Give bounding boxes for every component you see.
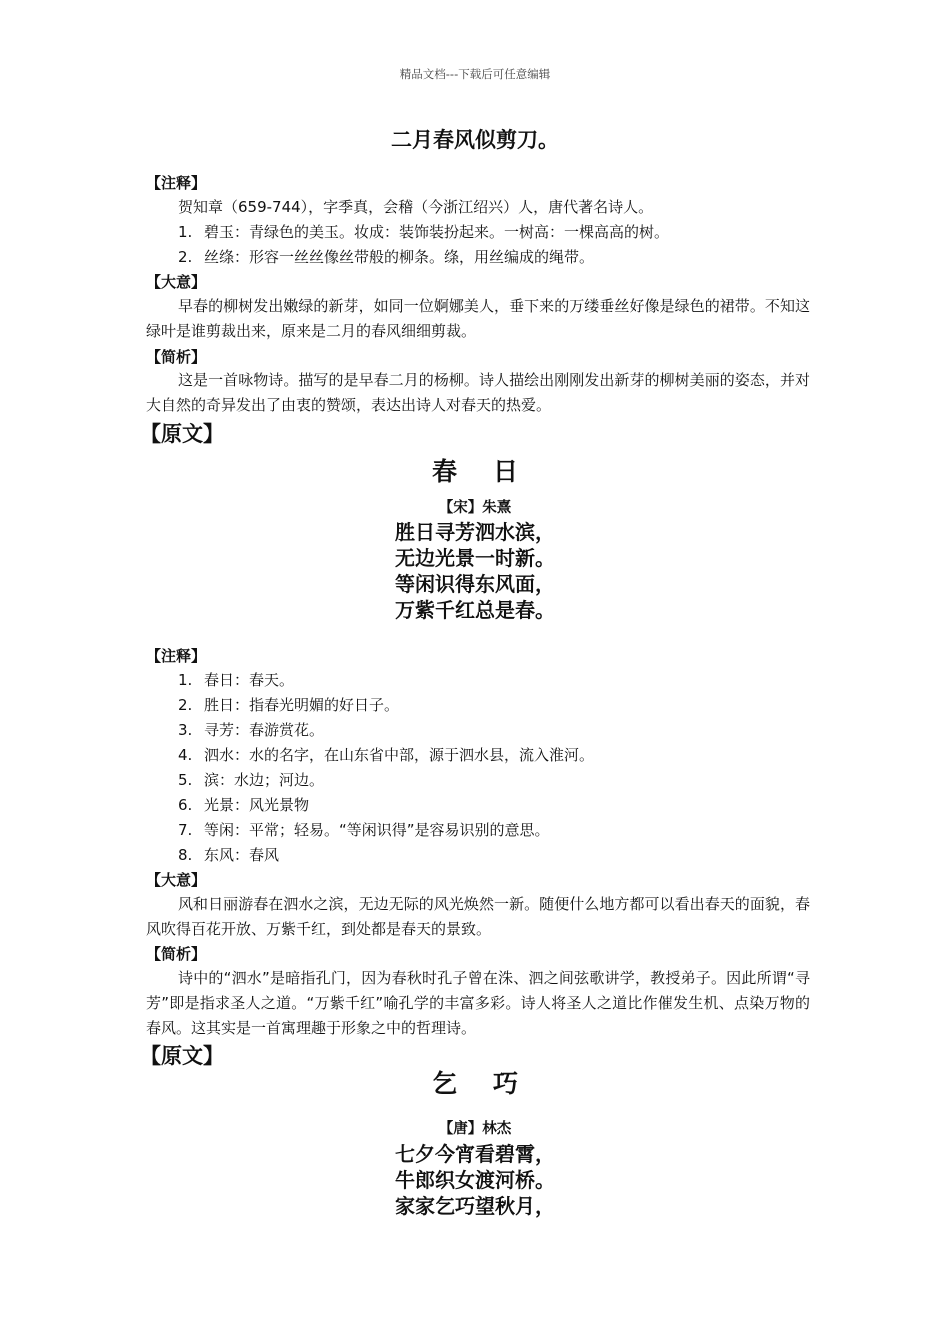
poem2-dayi-heading: 【大意】 [146,871,207,889]
poem2-zhushi-item [178,819,550,840]
poem2-zhushi-heading: 【注释】 [146,647,207,665]
note-text: 寻芳：春游赏花。 [204,721,325,739]
note-number: 2. [178,696,193,714]
poem1-dayi-heading: 【大意】 [146,273,207,291]
note-text: 等闲：平常；轻易。“等闲识得”是容易识别的意思。 [204,821,550,839]
note-text: 泗水：水的名字，在山东省中部，源于泗水县，流入淮河。 [204,746,595,764]
poem1-jianxi-text: 这是一首咏物诗。描写的是早春二月的杨柳。诗人描绘出刚刚发出新芽的柳树美丽的姿态，并对大自然的奇异发出了由衷的赞颂，表达出诗人对春天的热爱。 [146,371,810,414]
poem3-line: 牛郎织女渡河桥。 [395,1168,555,1192]
note-number: 4. [178,746,193,764]
poem1-zhushi-intro: 贺知章（659-744），字季真，会稽（今浙江绍兴）人，唐代著名诗人。 [178,198,654,216]
poem2-line: 万紫千红总是春。 [395,598,555,622]
note-text: 丝绦：形容一丝丝像丝带般的柳条。绦，用丝编成的绳带。 [204,248,595,266]
poem1-last-line: 二月春风似剪刀。 [391,128,559,152]
poem3-author: 【唐】林杰 [438,1121,512,1137]
note-text: 东风：春风 [204,846,280,864]
note-number: 6. [178,796,193,814]
poem2-yuanwen-heading: 【原文】 [140,422,224,446]
note-number: 7. [178,821,193,839]
poem2-zhushi-item [178,669,294,690]
poem1-jianxi-heading: 【简析】 [146,348,207,366]
note-text: 滨：水边；河边。 [204,771,325,789]
note-text: 碧玉：青绿色的美玉。妆成：装饰装扮起来。一树高：一棵高高的树。 [204,223,670,241]
poem1-dayi-text: 早春的柳树发出嫩绿的新芽，如同一位婀娜美人，垂下来的万缕垂丝好像是绿色的裙带。不知这绿叶是谁剪裁出来，原来是二月的春风细细剪裁。 [146,297,810,340]
poem2-zhushi-item [178,794,309,815]
page-header: 精品文档---下载后可任意编辑 [399,67,551,81]
poem2-line: 等闲识得东风面， [395,572,555,596]
poem1-zhushi-item [178,221,669,242]
poem2-line: 胜日寻芳泗水滨， [395,520,555,544]
poem3-yuanwen-heading: 【原文】 [140,1044,224,1068]
note-text: 光景：风光景物 [204,796,310,814]
poem3-line: 家家乞巧望秋月， [395,1194,555,1218]
poem3-line: 七夕今宵看碧霄， [395,1142,555,1166]
note-text: 胜日：指春光明媚的好日子。 [204,696,400,714]
poem2-zhushi-item [178,694,399,715]
poem2-title: 春日 [431,457,554,486]
note-number: 1. [178,223,193,241]
note-number: 2. [178,248,193,266]
poem2-jianxi-heading: 【简析】 [146,945,207,963]
note-number: 3. [178,721,193,739]
note-number: 5. [178,771,193,789]
poem2-author: 【宋】朱熹 [438,500,512,516]
poem3-title: 乞巧 [431,1069,554,1098]
note-text: 春日：春天。 [204,671,295,689]
poem1-zhushi-heading: 【注释】 [146,174,207,192]
poem2-zhushi-item [178,719,324,740]
poem2-jianxi-text: 诗中的“泗水”是暗指孔门，因为春秋时孔子曾在洙、泗之间弦歌讲学，教授弟子。因此所谓“寻芳”即是指求圣人之道。“万紫千红”喻孔学的丰富多彩。诗人将圣人之道比作催发生机、点染万物的春风。这其实是一首寓理趣于形象之中的哲理诗。 [146,969,810,1037]
poem2-zhushi-item [178,844,279,865]
poem2-dayi-text: 风和日丽游春在泗水之滨，无边无际的风光焕然一新。随便什么地方都可以看出春天的面貌，春风吹得百花开放、万紫千红，到处都是春天的景致。 [146,895,810,938]
note-number: 1. [178,671,193,689]
poem2-line: 无边光景一时新。 [395,546,555,570]
poem1-zhushi-item [178,246,594,267]
poem2-zhushi-item [178,769,324,790]
note-number: 8. [178,846,193,864]
poem2-zhushi-item [178,744,594,765]
